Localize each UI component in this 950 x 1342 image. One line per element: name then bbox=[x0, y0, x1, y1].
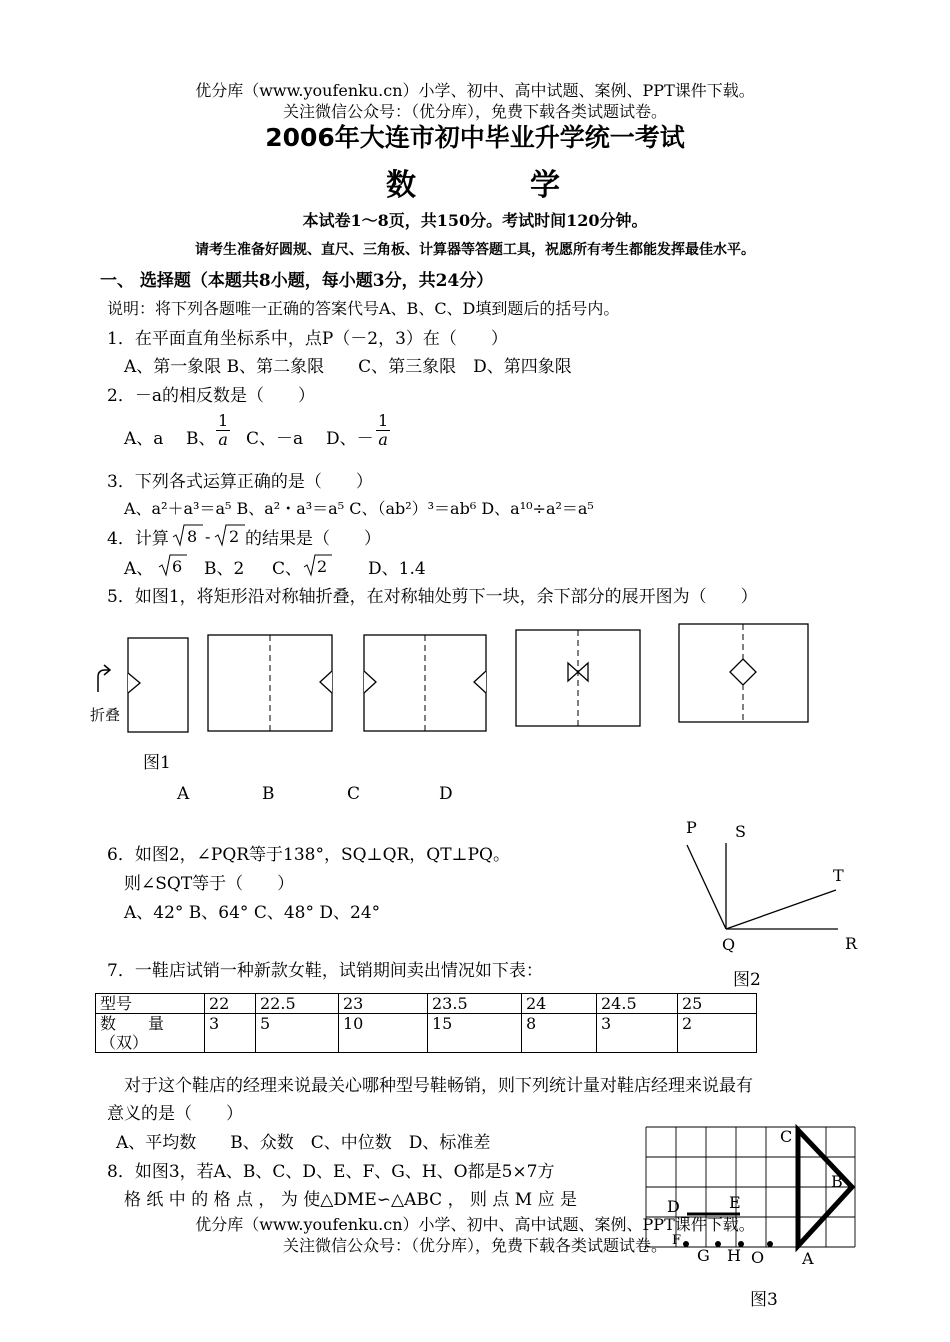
shoe-sales-table bbox=[95, 993, 757, 1053]
q4-radicand-c: 2 bbox=[317, 557, 328, 576]
fraction-numerator: 1 bbox=[218, 411, 229, 430]
table-cell: 22.5 bbox=[256, 994, 339, 1014]
q7-text-2: 意义的是（ ） bbox=[107, 1104, 243, 1124]
table-cell: 25 bbox=[678, 994, 757, 1014]
table-cell: 24.5 bbox=[597, 994, 678, 1014]
ray-qt bbox=[726, 890, 836, 929]
fig2-point-t: T bbox=[833, 866, 844, 885]
option-a-label: A bbox=[177, 784, 190, 804]
q7-text-1: 对于这个鞋店的经理来说最关心哪种型号鞋畅销，则下列统计量对鞋店经理来说最有 bbox=[124, 1076, 753, 1096]
fig3-point-a: A bbox=[802, 1249, 814, 1268]
fig1-notch bbox=[128, 673, 140, 693]
q8-line-1: 8．如图3，若A、B、C、D、E、F、G、H、O都是5×7方 bbox=[107, 1162, 555, 1182]
q4-option-a: A、 bbox=[124, 559, 154, 579]
fig2-point-q: Q bbox=[722, 935, 736, 954]
option-d-label: D bbox=[439, 784, 453, 804]
q1-stem: 1．在平面直角坐标系中，点P（－2，3）在（ ） bbox=[107, 329, 508, 349]
count-label-line-1: 数 量 bbox=[100, 1014, 165, 1033]
q4-minus: - bbox=[205, 527, 211, 546]
fraction-denominator: a bbox=[378, 430, 388, 449]
q4-radicand-2: 2 bbox=[229, 527, 240, 546]
fig3-point-b: B bbox=[831, 1172, 843, 1191]
q6-options: A、42° B、64° C、48° D、24° bbox=[124, 903, 381, 923]
q2-option-b: B、 bbox=[186, 429, 216, 449]
table-cell: 22 bbox=[205, 994, 256, 1014]
exam-title: 2006年大连市初中毕业升学统一考试 bbox=[265, 123, 685, 152]
table-cell: 10 bbox=[339, 1014, 428, 1053]
table-row bbox=[96, 994, 757, 1014]
q4-option-c: C、 bbox=[272, 559, 303, 579]
option-c-cut-right bbox=[578, 663, 588, 681]
option-a-notch bbox=[320, 671, 332, 693]
fig3-point-f: F bbox=[672, 1233, 682, 1248]
section-instruction: 说明：将下列各题唯一正确的答案代号A、B、C、D填到题后的括号内。 bbox=[107, 299, 620, 318]
q4-radicand-1: 8 bbox=[187, 527, 198, 546]
ray-qp bbox=[687, 845, 726, 929]
option-c-label: C bbox=[347, 784, 361, 804]
table-cell: 23 bbox=[339, 994, 428, 1014]
option-b-notch-left bbox=[364, 671, 376, 693]
q4-option-b: B、2 bbox=[204, 559, 245, 579]
table-row-label-count bbox=[96, 1014, 205, 1053]
q7-options: A、平均数 B、众数 C、中位数 D、标准差 bbox=[116, 1133, 491, 1153]
table-row bbox=[96, 1014, 757, 1053]
header-line-2: 关注微信公众号：（优分库），免费下载各类试题试卷。 bbox=[282, 102, 667, 121]
option-c-cut-left bbox=[568, 663, 578, 681]
option-b-notch-right bbox=[474, 671, 486, 693]
fig3-label: 图3 bbox=[750, 1290, 778, 1310]
fig1-label: 图1 bbox=[143, 753, 171, 773]
q3-stem: 3．下列各式运算正确的是（ ） bbox=[107, 472, 373, 492]
q4-radicand-a: 6 bbox=[172, 557, 183, 576]
q2-stem: 2．－a的相反数是（ ） bbox=[107, 386, 315, 406]
q4-stem-post: 的结果是（ ） bbox=[245, 529, 381, 549]
q2-option-c: C、－a bbox=[246, 429, 304, 449]
fig3-point-d: D bbox=[667, 1197, 680, 1216]
q3-options: A、a²＋a³＝a⁵ B、a²・a³＝a⁵ C、（ab²）³＝ab⁶ D、a¹⁰÷a²＝a⁵ bbox=[124, 499, 594, 518]
fraction-numerator: 1 bbox=[378, 411, 389, 430]
q2-option-a: A、a bbox=[124, 429, 164, 449]
q6-stem-2: 则∠SQT等于（ ） bbox=[124, 874, 295, 894]
section-heading: 一、 选择题（本题共8小题，每小题3分，共24分） bbox=[100, 271, 494, 291]
footer-line-2: 关注微信公众号：（优分库），免费下载各类试题试卷。 bbox=[282, 1236, 667, 1255]
footer-line-1: 优分库（www.youfenku.cn）小学、初中、高中试题、案例、PPT课件下载。 bbox=[195, 1215, 755, 1234]
fold-label: 折叠 bbox=[90, 706, 121, 724]
header-line-1: 优分库（www.youfenku.cn）小学、初中、高中试题、案例、PPT课件下载。 bbox=[195, 81, 755, 100]
table-cell: 3 bbox=[597, 1014, 678, 1053]
table-cell: 2 bbox=[678, 1014, 757, 1053]
option-b-label: B bbox=[262, 784, 275, 804]
q5-stem: 5．如图1，将矩形沿对称轴折叠，在对称轴处剪下一块，余下部分的展开图为（ ） bbox=[107, 587, 758, 607]
q6-stem: 6．如图2，∠PQR等于138°，SQ⊥QR，QT⊥PQ。 bbox=[107, 845, 510, 865]
fig2-point-r: R bbox=[845, 934, 858, 953]
fig3-point-e: E bbox=[729, 1193, 741, 1212]
table-row-label-size: 型号 bbox=[96, 994, 205, 1014]
table-cell: 24 bbox=[522, 994, 597, 1014]
table-cell: 5 bbox=[256, 1014, 339, 1053]
fig3-point-c: C bbox=[780, 1127, 793, 1146]
table-cell: 23.5 bbox=[428, 994, 522, 1014]
q8-line-2: 格 纸 中 的 格 点 ， 为 使△DME∽△ABC ， 则 点 M 应 是 bbox=[124, 1190, 577, 1210]
table-cell: 15 bbox=[428, 1014, 522, 1053]
table-cell: 3 bbox=[205, 1014, 256, 1053]
q4-stem-pre: 4．计算 bbox=[107, 529, 169, 549]
q1-options: A、第一象限 B、第二象限 C、第三象限 D、第四象限 bbox=[124, 357, 572, 377]
q4-option-d: D、1.4 bbox=[368, 559, 426, 579]
exam-note: 请考生准备好圆规、直尺、三角板、计算器等答题工具，祝愿所有考生都能发挥最佳水平。 bbox=[195, 242, 755, 258]
fig2-point-p: P bbox=[686, 818, 697, 837]
subject-right: 学 bbox=[530, 168, 562, 203]
fold-arrow-icon bbox=[98, 670, 109, 692]
q7-stem: 7．一鞋店试销一种新款女鞋，试销期间卖出情况如下表： bbox=[107, 961, 543, 981]
exam-info: 本试卷1～8页，共150分。考试时间120分钟。 bbox=[302, 211, 648, 230]
fraction-denominator: a bbox=[218, 430, 228, 449]
table-cell: 8 bbox=[522, 1014, 597, 1053]
fig3-point-o: O bbox=[751, 1248, 765, 1267]
fig2-point-s: S bbox=[735, 822, 746, 841]
fig2-label: 图2 bbox=[733, 970, 761, 990]
fig3-point-g: G bbox=[697, 1246, 710, 1265]
option-d-cut bbox=[730, 659, 756, 685]
fig3-point-h: H bbox=[727, 1246, 741, 1265]
q2-option-d: D、－ bbox=[326, 429, 374, 449]
count-label-line-2: （双） bbox=[100, 1033, 149, 1052]
subject-left: 数 bbox=[386, 168, 418, 203]
